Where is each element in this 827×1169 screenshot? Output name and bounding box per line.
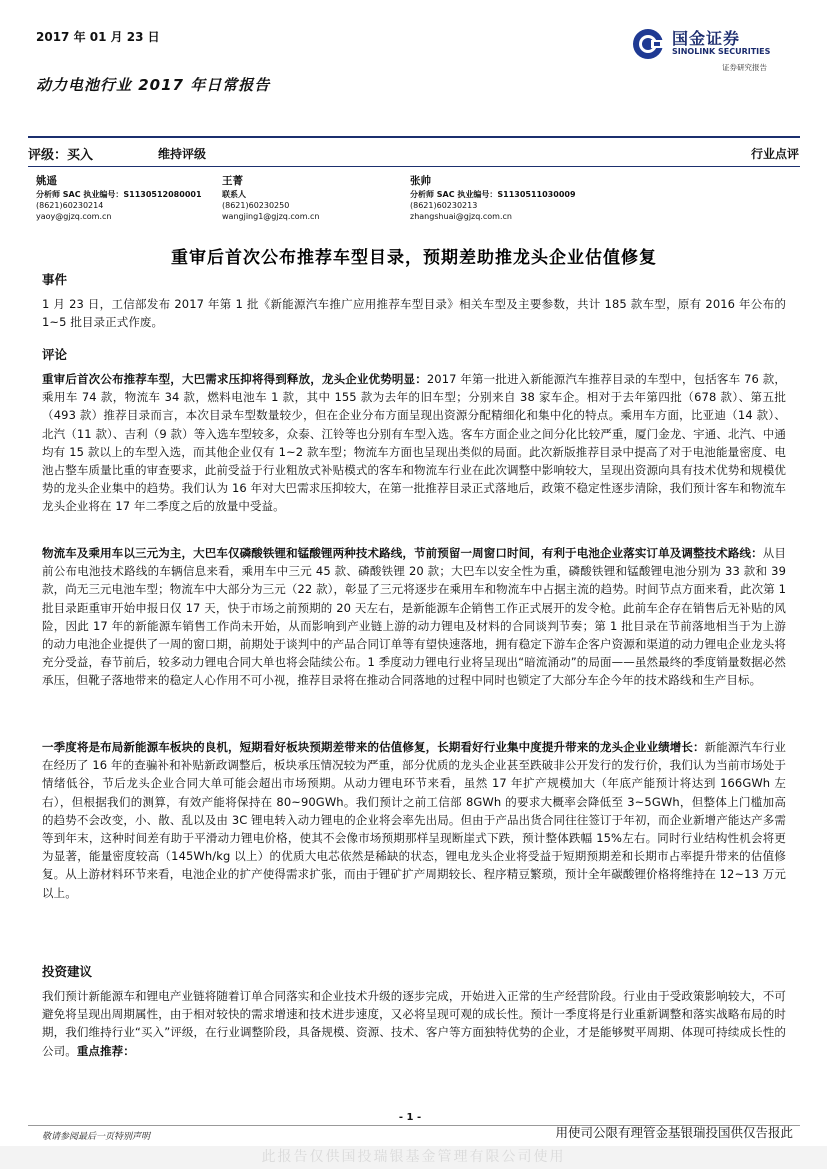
footer-disclaimer: 敬请参阅最后一页特别声明 [42,1132,151,1142]
sinolink-logo-mark-icon [632,28,664,60]
event-paragraph: 1 月 23 日，工信部发布 2017 年第 1 批《新能源汽车推广应用推荐车型目录》相关车型及主要参数，共计 185 款车型，原有 2016 年公布的 1~5 批目录正式作废。 [42,297,786,330]
comment-paragraph-2 [42,544,786,690]
paragraph-lead: 重审后首次公布推荐车型，大巴需求压抑将得到释放，龙头企业优势明显： [42,372,427,386]
analyst-name: 王菁 [222,175,243,187]
rating: 评级：买入 [28,148,94,163]
paragraph-lead: 物流车及乘用车以三元为主，大巴车仅磷酸铁锂和锰酸锂两种技术路线，节前预留一周窗口时间，有利于电池企业落实订单及调整技术路线： [42,546,763,560]
paragraph-lead: 一季度将是布局新能源车板块的良机，短期看好板块预期差带来的估值修复，长期看好行业集中度提升带来的龙头企业业绩增长： [42,740,705,754]
analyst-name: 姚遥 [36,175,57,187]
report-category: 行业点评 [750,147,799,161]
analyst-name: 张帅 [410,175,431,187]
analyst-email[interactable]: wangjing1@gjzq.com.cn [222,212,320,221]
logo-name-en: SINOLINK SECURITIES [672,47,771,56]
analyst-email[interactable]: yaoy@gjzq.com.cn [36,212,112,221]
footer-usage-note: 用使司公限有理管金基银瑞投国供仅告报此 [555,1125,793,1140]
analyst-card [410,174,576,222]
analyst-role: 分析师 SAC 执业编号：S1130512080001 [36,190,202,199]
section-title-comment: 评论 [42,347,68,362]
rating-divider [28,166,800,167]
page-number: - 1 - [380,1112,440,1123]
analyst-card [222,174,320,222]
header-divider [28,136,800,138]
paragraph-body: 我们预计新能源车和锂电产业链将随着订单合同落实和企业技术升级的逐步完成，开始进入正常的生产经营阶段。行业由于受政策影响较大，不可避免将呈现出周期属性，由于相对较快的需求增速和技术进步速度，又必将呈现可观的成长性。预计一季度将是行业重新调整和落实战略布局的时期，我们维持行业“买入”评级，在行业调整阶段，具备规模、资源、技术、客户等方面独特优势的企业，才是能够熨平周期、体现可持续成长性的公司。 [42,989,786,1058]
logo-name-cn: 国金证券 [672,29,741,48]
key-recommendation-label: 重点推荐： [76,1043,135,1058]
rating-change: 维持评级 [158,147,207,161]
analyst-phone: (8621)60230214 [36,201,104,210]
section-title-investment: 投资建议 [42,964,93,979]
sinolink-logo [632,26,792,76]
comment-paragraph-1 [42,370,786,516]
paragraph-body: 新能源汽车行业在经历了 16 年的查骗补和补贴新政调整后，板块承压情况较为严重，部分优质的龙头企业甚至跌破非公开发行的发行价，我们认为当前市场处于情绪低谷，节后龙头企业合同大单可能会超出市场预期。从动力锂电环节来看，虽然 17 年扩产规模加大（年底产能预计将达到 166GWh 左右），但根据我们的测算，有效产能将保持在 80~90GWh。我们预计之前工信部 8GWh 的要求大概率会降低至 3~5GWh，但整体上门槛加高的趋势不会改变，小、散、乱以及由 3C 锂电转入动力锂电的企业将会率先出局。但由于产品出货合同往往签订于年初，而企业新增产能达产多需等到年末，这种时间差有助于平滑动力锂电价格，使其不会像市场预期那样呈现断崖式下跌，预计整体跌幅 15%左右。同时行业结构性机会将更为显著，能量密度较高（145Wh/kg 以上）的优质大电芯依然是稀缺的状态，锂电龙头企业将受益于短期预期差和长期市占率提升带来的估值修复。从上游材料环节来看，电池企业的扩产使得需求扩张，而由于锂矿扩产周期较长、程序精豆繁琐，预计全年碳酸锂价格将维持在 12~13 万元以上。 [42,740,786,900]
analyst-role: 联系人 [222,190,246,199]
report-title: 动力电池行业 2017 年日常报告 [36,76,271,94]
analyst-phone: (8621)60230250 [222,201,290,210]
report-date: 2017 年 01 月 23 日 [36,30,160,44]
paragraph-body: 2017 年第一批进入新能源汽车推荐目录的车型中，包括客车 76 款，乘用车 74 款，物流车 34 款，燃料电池车 1 款，其中 155 款为去年的旧车型；分别来自 38 家车企。相对于去年第四批（678 款）、第五批（493 款）推荐目录而言，本次目录车型数量较少，但在企业分布方面呈现出资源分配精细化和集中化的特点。乘用车方面，比亚迪（14 款）、北汽（11 款）、吉利（9 款）等入选车型较多，众泰、江铃等也分别有车型入选。客车方面企业之间分化比较严重，厦门金龙、宇通、北汽、中通均有 15 款以上的车型入选，而其他企业仅有 1~2 款车型；物流车方面也呈现出类似的局面。此次新版推荐目录中提高了对于电池能量密度、电池占整车质量比重的审查要求，此前受益于行业粗放式补贴模式的客车和物流车行业在此次调整中影响较大，呈现出资源向具有技术优势和规模优势的龙头企业集中的趋势。我们认为 16 年对大巴需求压抑较大，在第一批推荐目录正式落地后，政策不稳定性逐步清除，我们预计客车和物流车龙头企业将在 17 年二季度之后的放量中受益。 [42,372,786,514]
analyst-email[interactable]: zhangshuai@gjzq.com.cn [410,212,512,221]
headline: 重审后首次公布推荐车型目录，预期差助推龙头企业估值修复 [171,248,657,268]
analyst-role: 分析师 SAC 执业编号：S1130511030009 [410,190,576,199]
paragraph-body: 从目前公布电池技术路线的车辆信息来看，乘用车中三元 45 款、磷酸铁锂 20 款；大巴车以安全性为重，磷酸铁锂和锰酸锂电池分别为 33 款和 39 款，尚无三元电池车型；物流车中大部分为三元（22 款），彰显了三元将逐步在乘用车和物流车中占据主流的趋势。时间节点方面来看，此次第 1 批目录距重审开始申报日仅 17 天，快于市场之前预期的 20 天左右，是新能源车企销售工作正式展开的发令枪。此前车企存在销售后无补贴的风险，因此 17 年的新能源车销售工作尚未开始，从而影响到产业链上游的动力锂电及材料的合同谈判节奏；第 1 批目录在节前落地相当于为上游的动力电池企业提供了一周的窗口期，前期处于谈判中的产品合同订单等有望快速落地，拥有稳定下游车企客户资源和渠道的动力锂电企业龙头将充分受益，春节前后，较多动力锂电合同大单也将会陆续公布。1 季度动力锂电行业将呈现出“暗流涌动”的局面——虽然最终的季度销量数据必然承压，但靴子落地带来的稳定人心作用不可小视，推荐目录将在推动合同落地的过程中同时也锁定了大部分车企今年的技术路线和生产目标。 [42,546,786,688]
investment-paragraph [42,987,786,1060]
analyst-phone: (8621)60230213 [410,201,478,210]
logo-subtitle: 证券研究报告 [722,63,767,72]
watermark: 此报告仅供国投瑞银基金管理有限公司使用 [0,1146,827,1169]
analyst-card [36,174,202,222]
section-title-event: 事件 [42,272,68,287]
comment-paragraph-3 [42,738,786,902]
